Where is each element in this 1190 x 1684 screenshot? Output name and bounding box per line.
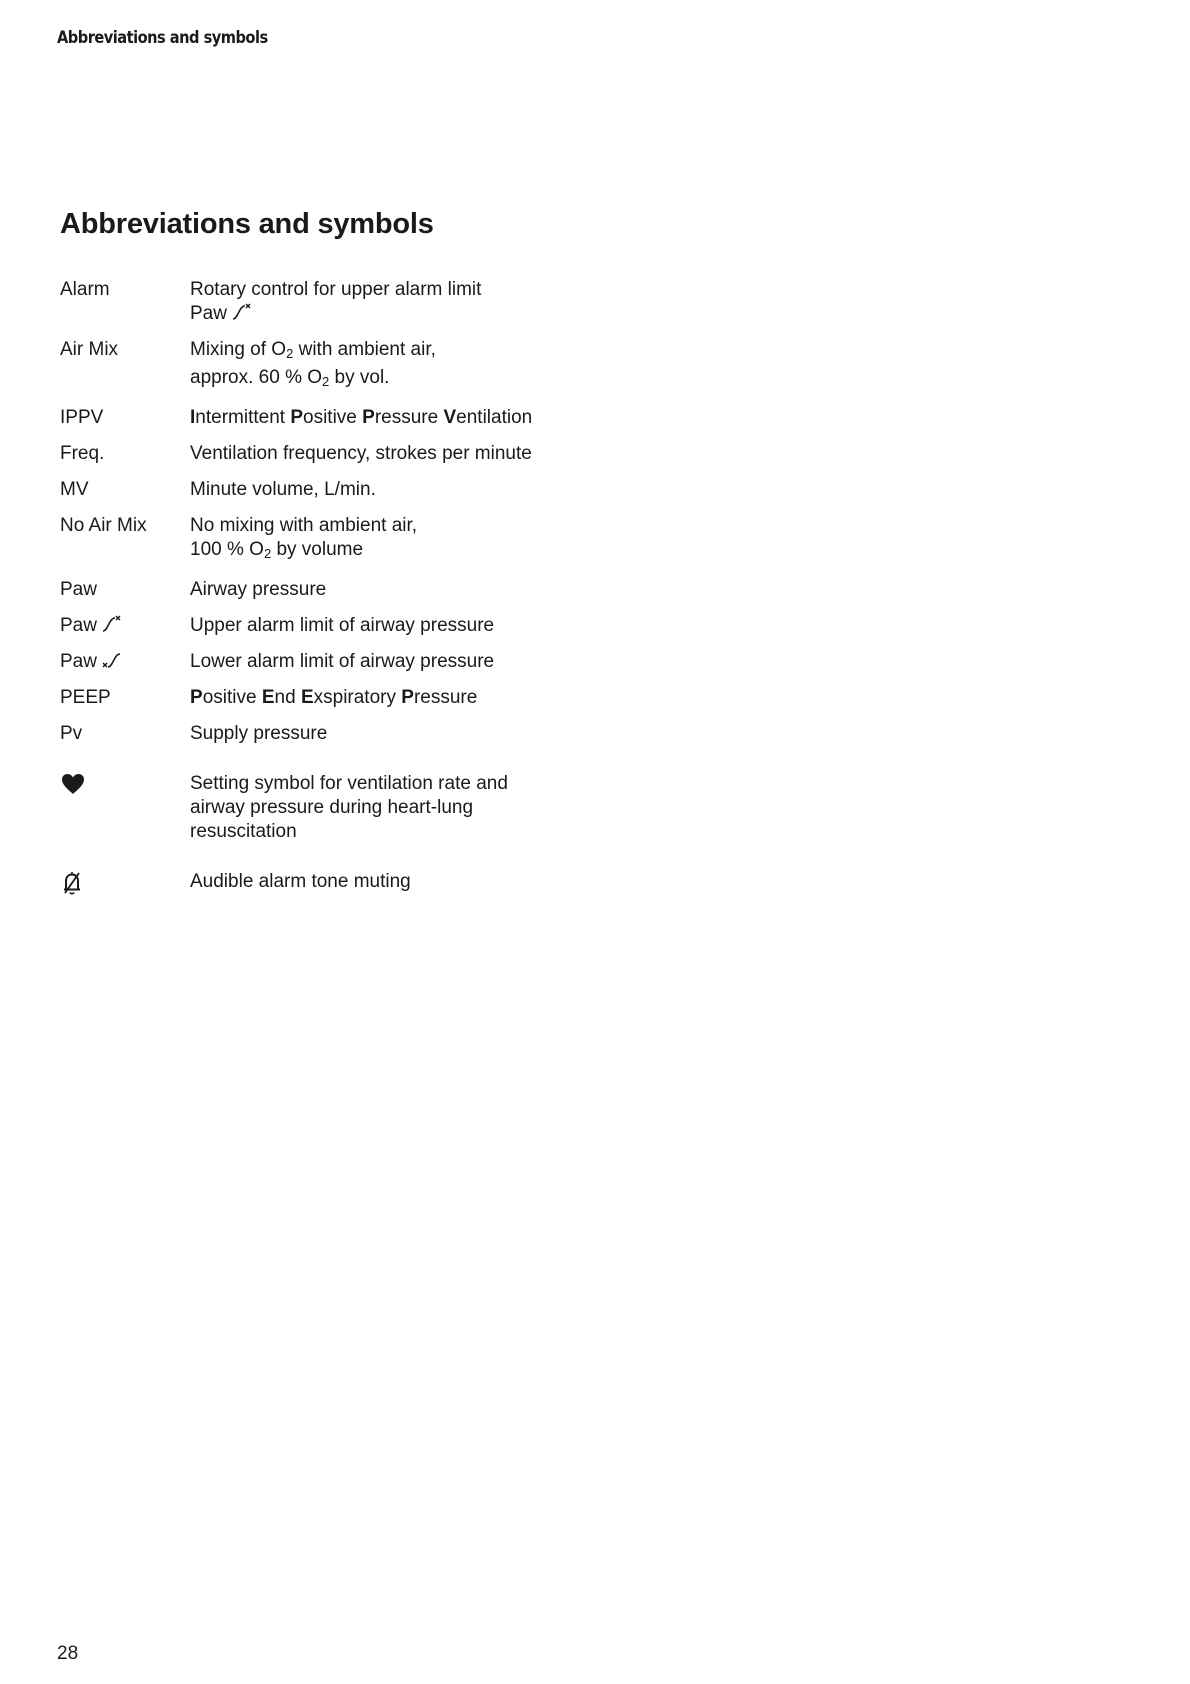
term: MV — [60, 479, 89, 500]
term: Paw — [60, 579, 97, 600]
term: PEEP — [60, 687, 111, 708]
definition-line: Rotary control for upper alarm limit — [190, 279, 482, 300]
definition-line — [190, 338, 580, 366]
entry-ippv — [60, 406, 580, 430]
definition — [190, 406, 580, 430]
term: Alarm — [60, 279, 110, 300]
definition-text: ressure — [374, 407, 444, 428]
definition: Lower alarm limit of airway pressure — [190, 651, 495, 672]
definition-text: approx. 60 % O — [190, 367, 323, 388]
definition-line — [190, 366, 580, 394]
heart-icon — [60, 772, 190, 796]
entry-peep — [60, 686, 580, 710]
definition-text: by vol. — [329, 367, 390, 388]
acronym-letter: P — [190, 687, 203, 708]
definition-line — [190, 538, 580, 566]
term: No Air Mix — [60, 515, 147, 536]
lower-limit-icon — [101, 650, 123, 670]
upper-limit-icon — [101, 614, 123, 634]
term: Freq. — [60, 443, 105, 464]
definition-line: Setting symbol for ventilation rate and — [190, 773, 508, 794]
entry-air-mix — [60, 338, 580, 394]
definition-text: Mixing of O — [190, 339, 287, 360]
entry-freq — [60, 442, 580, 466]
acronym-letter: P — [290, 407, 304, 428]
definition: Ventilation frequency, strokes per minute — [190, 443, 532, 464]
definition — [190, 514, 580, 566]
entry-pv — [60, 722, 580, 746]
definition — [190, 278, 580, 326]
acronym-letter: I — [190, 407, 196, 428]
acronym-letter: P — [362, 407, 375, 428]
definition-text: ositive — [202, 687, 262, 708]
subscript: 2 — [263, 546, 272, 561]
definition-text: xspiratory — [313, 687, 402, 708]
definition — [190, 338, 580, 394]
entry-bell-symbol — [60, 870, 580, 896]
running-header: Abbreviations and symbols — [57, 28, 268, 48]
definition-text: by volume — [271, 539, 364, 560]
subscript: 2 — [286, 346, 294, 361]
definition — [190, 772, 580, 844]
definition: Supply pressure — [190, 723, 328, 744]
subscript: 2 — [322, 374, 330, 389]
entry-alarm — [60, 278, 580, 326]
definition-line: airway pressure during heart-lung — [190, 797, 474, 818]
definition-text: ositive — [303, 407, 363, 428]
term — [60, 650, 190, 674]
definition-line: resuscitation — [190, 821, 297, 842]
definition-text: with ambient air, — [293, 339, 436, 360]
term: Pv — [60, 723, 83, 744]
entry-no-air-mix — [60, 514, 580, 566]
acronym-letter: E — [261, 687, 275, 708]
acronym-letter: V — [443, 407, 457, 428]
entry-paw-upper — [60, 614, 580, 638]
definition: Airway pressure — [190, 579, 327, 600]
term-text: Paw — [60, 651, 97, 672]
term — [60, 614, 190, 638]
muted-bell-icon — [60, 870, 190, 896]
entry-paw-lower — [60, 650, 580, 674]
definition: Minute volume, L/min. — [190, 479, 376, 500]
definition-line — [190, 302, 580, 326]
term: IPPV — [60, 407, 104, 428]
definition: Audible alarm tone muting — [190, 871, 411, 892]
term: Air Mix — [60, 339, 119, 360]
definition-text: ressure — [413, 687, 478, 708]
definition: Upper alarm limit of airway pressure — [190, 615, 495, 636]
upper-limit-icon — [231, 302, 253, 322]
definition — [190, 686, 580, 710]
definition-text: ntermittent — [195, 407, 291, 428]
entry-mv — [60, 478, 580, 502]
acronym-letter: P — [401, 687, 414, 708]
abbreviations-table — [60, 278, 580, 908]
page-title: Abbreviations and symbols — [60, 208, 434, 240]
term-text: Paw — [60, 615, 97, 636]
definition-text: entilation — [456, 407, 533, 428]
acronym-letter: E — [300, 687, 314, 708]
definition-line: No mixing with ambient air, — [190, 515, 418, 536]
entry-paw — [60, 578, 580, 602]
definition-text: Paw — [190, 303, 227, 324]
page-number: 28 — [57, 1643, 79, 1664]
definition-text: 100 % O — [190, 539, 264, 560]
definition-text: nd — [274, 687, 301, 708]
entry-heart-symbol — [60, 772, 580, 844]
